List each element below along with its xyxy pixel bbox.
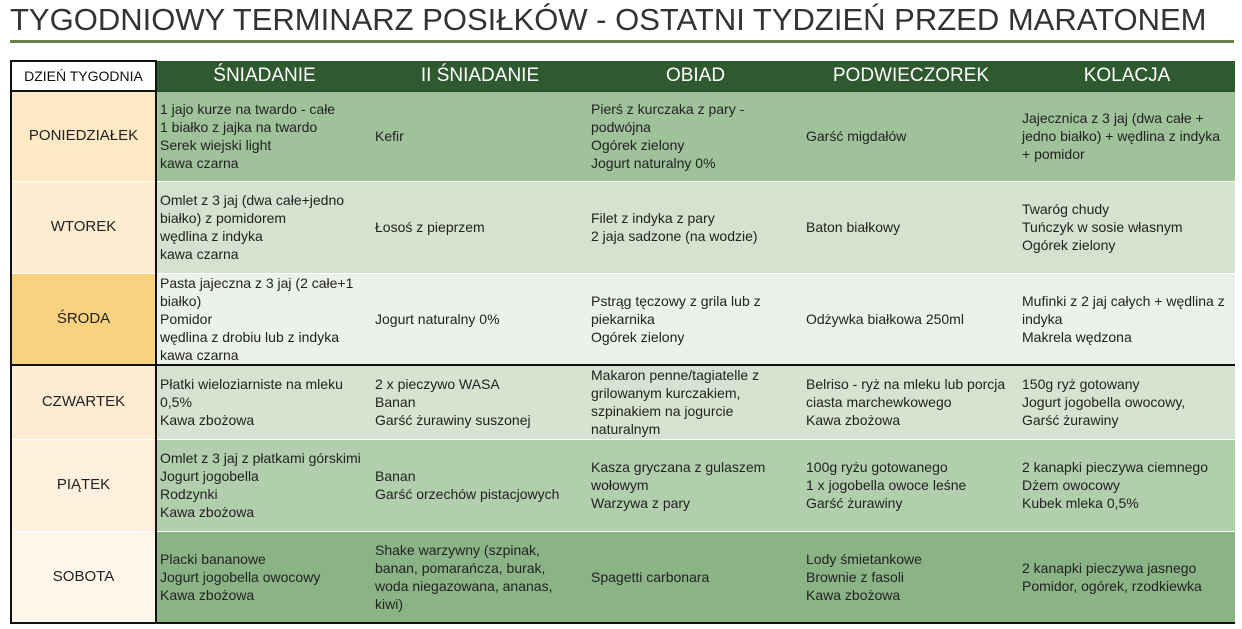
meal-line: 2 kanapki pieczywa ciemnego (1022, 459, 1208, 475)
meal-cell-breakfast (156, 273, 372, 365)
meal-cell-afternoon-snack (803, 365, 1019, 439)
meal-line: naturalnym (591, 421, 661, 438)
meal-line: Kawa zbożowa (160, 504, 255, 520)
meal-line: podwójna (591, 119, 651, 135)
meal-line: woda niegazowana, ananas, (375, 577, 553, 594)
meal-line: banan, pomarańcza, burak, (375, 559, 546, 576)
meal-line: Ogórek zielony (591, 328, 685, 345)
meal-line: grilowanym kurczakiem, (591, 385, 741, 402)
meal-line: kawa czarna (160, 246, 239, 262)
meal-cell-breakfast (156, 181, 372, 273)
meal-cell-afternoon-snack (803, 531, 1019, 623)
day-label: CZWARTEK (11, 365, 156, 439)
meal-line: kiwi) (375, 595, 403, 612)
meal-line: Jogurt naturalny 0% (375, 310, 500, 327)
meal-cell-breakfast (156, 365, 372, 439)
meal-cell-second-breakfast (372, 181, 588, 273)
meal-line: jedno białko) + wędlina z indyka (1022, 128, 1221, 144)
meal-line: Kefir (375, 128, 404, 144)
page-title: TYGODNIOWY TERMINARZ POSIŁKÓW - OSTATNI TYDZIEŃ PRZED MARATONEM (10, 2, 1207, 37)
table-row (11, 273, 1235, 365)
meal-line: Makaron penne/tagiatelle z (591, 367, 760, 384)
meal-line: Pomidor, ogórek, rzodkiewka (1022, 577, 1202, 594)
meal-line: Spagetti carbonara (591, 568, 710, 585)
meal-line: Ogórek zielony (591, 137, 685, 153)
header-afternoon-snack: PODWIECZOREK (803, 61, 1019, 91)
meal-cell-afternoon-snack (803, 91, 1019, 181)
meal-line: wędlina z drobiu lub z indyka (160, 328, 339, 345)
meal-line: Filet z indyka z pary (591, 210, 715, 226)
meal-line: Brownie z fasoli (806, 568, 905, 585)
meal-cell-second-breakfast (372, 439, 588, 531)
header-breakfast: ŚNIADANIE (156, 61, 372, 91)
meal-line: szpinakiem na jogurcie (591, 403, 734, 420)
meal-cell-lunch (588, 181, 803, 273)
meal-cell-breakfast (156, 531, 372, 623)
meal-line: Banan (375, 468, 416, 484)
table-row (11, 181, 1235, 273)
table-row (11, 365, 1235, 439)
meal-line: Kawa zbożowa (160, 412, 255, 429)
meal-line: Placki bananowe (160, 550, 266, 567)
meal-line: Garść żurawiny suszonej (375, 412, 531, 429)
meal-line: Dżem owocowy (1022, 477, 1121, 493)
meal-line: wołowym (591, 477, 649, 493)
meal-cell-dinner (1019, 439, 1235, 531)
meal-cell-dinner (1019, 531, 1235, 623)
meal-line: 2 jaja sadzone (na wodzie) (591, 228, 758, 244)
meal-line: Kubek mleka 0,5% (1022, 495, 1139, 511)
meal-line: Makrela wędzona (1022, 328, 1132, 345)
meal-cell-dinner (1019, 91, 1235, 181)
meal-line: Płatki wieloziarniste na mleku (160, 376, 343, 393)
meal-line: Pierś z kurczaka z pary - (591, 101, 745, 117)
meal-line: Garść migdałów (806, 128, 907, 144)
meal-line: 150g ryż gotowany (1022, 376, 1140, 393)
meal-line: + pomidor (1022, 146, 1085, 162)
meal-cell-second-breakfast (372, 365, 588, 439)
table-row (11, 439, 1235, 531)
meal-line: Warzywa z pary (591, 495, 691, 511)
meal-line: Omlet z 3 jaj z płatkami górskimi (160, 450, 361, 466)
header-row (11, 61, 1235, 91)
header-day: DZIEŃ TYGODNIA (11, 61, 156, 91)
day-label: PIĄTEK (11, 439, 156, 531)
meal-cell-lunch (588, 365, 803, 439)
meal-line: indyka (1022, 310, 1063, 327)
meal-line: Pomidor (160, 310, 213, 327)
meal-line: Jogurt jogobella owocowy (160, 568, 321, 585)
meal-plan-table (10, 60, 1235, 624)
day-label: PONIEDZIAŁEK (11, 91, 156, 181)
meal-line: Jogurt jogobella (160, 468, 259, 484)
meal-line: Belriso - ryż na mleku lub porcja (806, 376, 1006, 393)
table-row (11, 531, 1235, 623)
day-label: ŚRODA (11, 273, 156, 365)
meal-line: Pasta jajeczna z 3 jaj (2 całe+1 (160, 274, 354, 291)
meal-line: Garść żurawiny (1022, 412, 1119, 429)
meal-cell-breakfast (156, 91, 372, 181)
meal-line: Garść żurawiny (806, 495, 903, 511)
meal-cell-dinner (1019, 273, 1235, 365)
meal-cell-second-breakfast (372, 91, 588, 181)
header-lunch: OBIAD (588, 61, 803, 91)
meal-line: kawa czarna (160, 155, 239, 171)
meal-line: ciasta marchewkowego (806, 394, 952, 411)
meal-line: Jajecznica z 3 jaj (dwa całe + (1022, 110, 1204, 126)
meal-cell-dinner (1019, 365, 1235, 439)
meal-cell-second-breakfast (372, 531, 588, 623)
meal-line: Odżywka białkowa 250ml (806, 310, 964, 327)
meal-line: Tuńczyk w sosie własnym (1022, 219, 1183, 235)
meal-line: Omlet z 3 jaj (dwa całe+jedno (160, 192, 345, 208)
meal-line: kawa czarna (160, 346, 239, 363)
meal-line: piekarnika (591, 310, 655, 327)
meal-line: białko) (160, 292, 202, 309)
meal-line: Kasza gryczana z gulaszem (591, 459, 766, 475)
meal-cell-lunch (588, 91, 803, 181)
meal-line: Garść orzechów pistacjowych (375, 486, 560, 502)
meal-line: Łosoś z pieprzem (375, 219, 485, 235)
table-row (11, 91, 1235, 181)
meal-line: Twaróg chudy (1022, 201, 1110, 217)
meal-line: Kawa zbożowa (806, 412, 901, 429)
meal-cell-afternoon-snack (803, 439, 1019, 531)
header-second-breakfast: II ŚNIADANIE (372, 61, 588, 91)
meal-line: Jogurt jogobella owocowy, (1022, 394, 1186, 411)
meal-line: 100g ryżu gotowanego (806, 459, 948, 475)
meal-cell-afternoon-snack (803, 273, 1019, 365)
meal-line: wędlina z indyka (160, 228, 263, 244)
meal-line: Rodzynki (160, 486, 218, 502)
meal-line: Pstrąg tęczowy z grila lub z (591, 292, 761, 309)
meal-line: Lody śmietankowe (806, 550, 922, 567)
meal-line: 1 jajo kurze na twardo - całe (160, 101, 336, 117)
meal-line: 1 białko z jajka na twardo (160, 119, 318, 135)
meal-cell-breakfast (156, 439, 372, 531)
meal-line: Kawa zbożowa (160, 586, 255, 603)
meal-line: 1 x jogobella owoce leśne (806, 477, 967, 493)
meal-cell-lunch (588, 531, 803, 623)
header-dinner: KOLACJA (1019, 61, 1235, 91)
day-label: WTOREK (11, 181, 156, 273)
title-divider (10, 40, 1234, 43)
meal-line: Banan (375, 394, 416, 411)
meal-cell-lunch (588, 273, 803, 365)
meal-line: Shake warzywny (szpinak, (375, 541, 540, 558)
meal-line: 2 x pieczywo WASA (375, 376, 500, 393)
meal-line: Kawa zbożowa (806, 586, 901, 603)
meal-cell-afternoon-snack (803, 181, 1019, 273)
meal-line: Mufinki z 2 jaj całych + wędlina z (1022, 292, 1225, 309)
meal-line: Ogórek zielony (1022, 237, 1116, 253)
day-label: SOBOTA (11, 531, 156, 623)
meal-line: Baton białkowy (806, 219, 901, 235)
meal-line: 0,5% (160, 394, 192, 411)
meal-line: Jogurt naturalny 0% (591, 155, 716, 171)
meal-line: białko) z pomidorem (160, 210, 287, 226)
meal-line: 2 kanapki pieczywa jasnego (1022, 559, 1197, 576)
meal-cell-second-breakfast (372, 273, 588, 365)
meal-cell-lunch (588, 439, 803, 531)
meal-cell-dinner (1019, 181, 1235, 273)
meal-line: Serek wiejski light (160, 137, 272, 153)
